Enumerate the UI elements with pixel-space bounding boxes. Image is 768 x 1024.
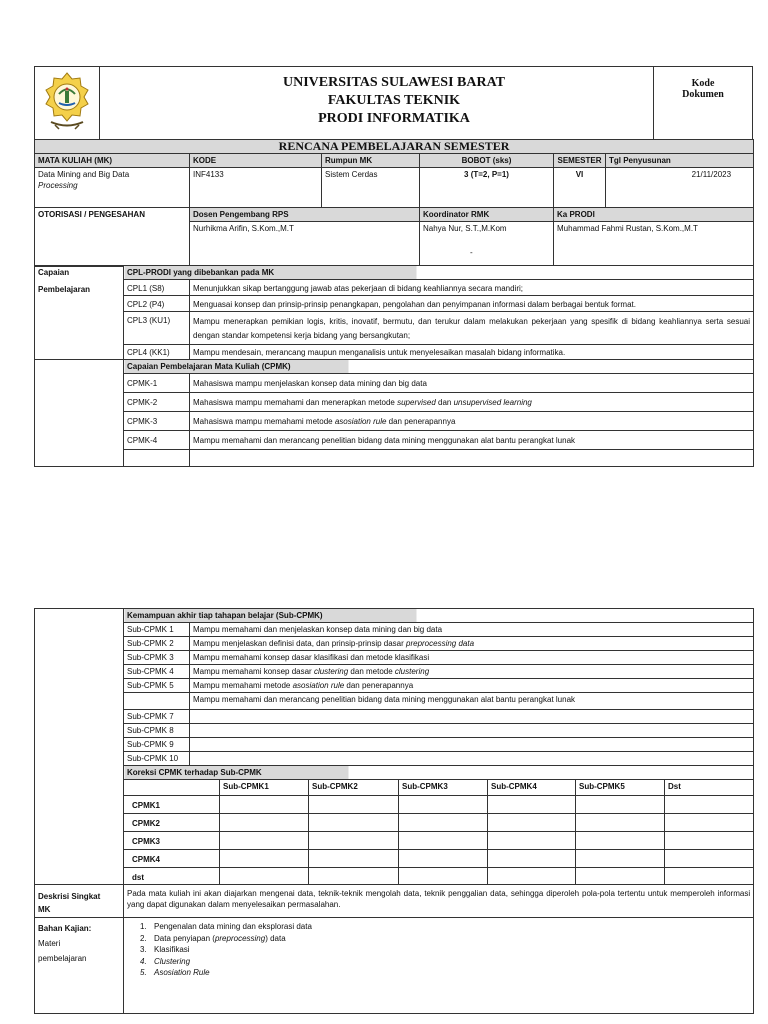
- cpmk-text: [190, 412, 754, 431]
- subcpmk-text-italic: clustering: [313, 667, 349, 676]
- subcpmk-code: [124, 693, 190, 710]
- list-item: [140, 956, 750, 968]
- course-semester: VI: [554, 168, 606, 208]
- course-bobot: 3 (T=2, P=1): [420, 168, 554, 208]
- cpmk-text-italic: supervised: [397, 398, 436, 407]
- auth-koord-name: Nahya Nur, S.T.,M.Kom: [423, 224, 507, 233]
- table-row: [35, 623, 754, 637]
- list-text: ) data: [265, 933, 286, 943]
- auth-head-koord: Koordinator RMK: [420, 208, 554, 222]
- table-row: [35, 665, 754, 679]
- matrix-col-head: Sub-CPMK4: [488, 780, 576, 796]
- course-name: [35, 168, 190, 208]
- subcpmk-text-part: Mampu memahami konsep dasar: [193, 667, 314, 676]
- matrix-row-head: dst: [124, 868, 220, 885]
- program-name: PRODI INFORMATIKA: [318, 111, 470, 126]
- subcpmk-text-part: dan metode: [348, 667, 395, 676]
- subcpmk-code: Sub-CPMK 7: [124, 710, 190, 724]
- subcpmk-text: [190, 665, 754, 679]
- university-logo: [35, 67, 100, 139]
- cpl-text: Mampu mendesain, merancang maupun menganalisis untuk menyelesaikan masalah bidang informatika.: [190, 345, 754, 360]
- auth-head-dosen: Dosen Pengembang RPS: [190, 208, 420, 222]
- list-text: Pengenalan data mining dan eksplorasi data: [154, 922, 312, 931]
- faculty-name: FAKULTAS TEKNIK: [327, 93, 461, 108]
- table-row: [35, 796, 754, 814]
- matrix-row-head: CPMK1: [124, 796, 220, 814]
- cpmk-code: CPMK-2: [124, 393, 190, 412]
- doc-code-label: Kode: [691, 78, 715, 89]
- list-num: 4.: [140, 956, 147, 966]
- cpmk-text: Mampu memahami dan merancang penelitian bidang data mining menggunakan alat bantu perangkat lunak: [190, 431, 754, 450]
- list-text-italic: preprocessing: [214, 933, 266, 943]
- table-row: [35, 814, 754, 832]
- table-row: [35, 312, 754, 345]
- course-name-line1: Data Mining and Big Data: [38, 170, 130, 179]
- subcpmk-text: Mampu memahami konsep dasar klasifikasi dan metode klasifikasi: [190, 651, 754, 665]
- auth-dosen: Nurhikma Arifin, S.Kom.,M.T: [190, 222, 420, 267]
- subcpmk-code: Sub-CPMK 5: [124, 679, 190, 693]
- cpmk-text: [190, 393, 754, 412]
- university-name: UNIVERSITAS SULAWESI BARAT: [283, 75, 505, 90]
- list-item: [140, 933, 750, 945]
- bahan-list: [124, 918, 754, 1014]
- subcpmk-text: [190, 637, 754, 651]
- list-num: 2.: [140, 933, 147, 943]
- cpmk-code: CPMK-1: [124, 374, 190, 393]
- subcpmk-text-part: Mampu menjelaskan definisi data, dan prinsip-prinsip dasar: [193, 639, 406, 648]
- table-row: [35, 637, 754, 651]
- cpmk-text-part: Mahasiswa mampu memahami metode: [193, 417, 335, 426]
- table-row: [35, 693, 754, 710]
- bahan-label-line1: Bahan Kajian:: [38, 924, 92, 933]
- table-row: [35, 752, 754, 766]
- subcpmk-text: [190, 752, 754, 766]
- subcpmk-text-italic: clustering: [394, 667, 430, 676]
- subcpmk-code: Sub-CPMK 3: [124, 651, 190, 665]
- cpmk-text: Mahasiswa mampu menjelaskan konsep data mining dan big data: [190, 374, 754, 393]
- subcpmk-text: [190, 724, 754, 738]
- bahan-label-line3: pembelajaran: [38, 954, 87, 963]
- bahan-label: [35, 918, 124, 1014]
- cpmk-text-part: dan penerapannya: [386, 417, 456, 426]
- list-text-italic: Clustering: [154, 956, 191, 966]
- subcpmk-code: Sub-CPMK 9: [124, 738, 190, 752]
- subcpmk-text: Mampu memahami dan merancang penelitian bidang data mining menggunakan alat bantu perangkat lunak: [190, 693, 754, 710]
- cpmk-heading: Capaian Pembelajaran Mata Kuliah (CPMK): [124, 360, 754, 374]
- table-row: [35, 345, 754, 360]
- subcpmk-text: [190, 738, 754, 752]
- matrix-heading: Koreksi CPMK terhadap Sub-CPMK: [124, 766, 754, 780]
- table-row: [35, 431, 754, 450]
- table-row: [35, 393, 754, 412]
- rps-table-top: [34, 139, 754, 267]
- cpl-label-line2: Pembelajaran: [38, 285, 91, 294]
- subcpmk-text: [190, 710, 754, 724]
- deskripsi-label-line1: Deskrisi Singkat: [38, 892, 101, 901]
- list-text: Data penyiapan (: [154, 933, 215, 943]
- cpmk-code: CPMK-4: [124, 431, 190, 450]
- list-item: [140, 967, 750, 979]
- cpl-table: [34, 265, 754, 467]
- auth-koord-sign: -: [470, 248, 473, 257]
- matrix-col-head: Sub-CPMK3: [399, 780, 488, 796]
- course-tgl: 21/11/2023: [606, 168, 754, 208]
- table-row: [35, 651, 754, 665]
- table-row: [35, 868, 754, 885]
- matrix-col-head: Sub-CPMK1: [220, 780, 309, 796]
- doc-code-label-2: Dokumen: [682, 89, 724, 100]
- cpmk-code: CPMK-3: [124, 412, 190, 431]
- cpl-text: Menunjukkan sikap bertanggung jawab atas pekerjaan di bidang keahliannya secara mandiri;: [190, 280, 754, 296]
- cpmk-text-italic: unsupervised learning: [453, 398, 532, 407]
- cpl-code: CPL3 (KU1): [124, 312, 190, 345]
- subcpmk-text: [190, 679, 754, 693]
- cpl-heading: CPL-PRODI yang dibebankan pada MK: [124, 266, 754, 280]
- auth-koord: [420, 222, 554, 267]
- cpl-code: CPL1 (S8): [124, 280, 190, 296]
- matrix-col-head: Sub-CPMK2: [309, 780, 399, 796]
- list-text: Klasifikasi: [154, 945, 190, 954]
- university-seal-icon: [35, 67, 99, 139]
- header-title: [99, 67, 689, 139]
- matrix-col-head: Dst: [665, 780, 754, 796]
- col-head-semester: SEMESTER: [554, 154, 606, 168]
- col-head-rumpun: Rumpun MK: [322, 154, 420, 168]
- list-num: 5.: [140, 968, 147, 977]
- doc-code-cell: [653, 67, 752, 139]
- subcpmk-code: Sub-CPMK 2: [124, 637, 190, 651]
- cpl-text: Menguasai konsep dan prinsip-prinsip penangkapan, pengolahan dan penyimpanan informasi dalam berbagai bentuk format.: [190, 296, 754, 312]
- cpmk-label-blank: [35, 360, 124, 467]
- cpmk-text-part: dan: [435, 398, 454, 407]
- cpl-code: CPL4 (KK1): [124, 345, 190, 360]
- subcpmk-label-blank: [35, 609, 124, 885]
- cpl-label-line1: Capaian: [38, 268, 70, 277]
- auth-head-kaprodi: Ka PRODI: [554, 208, 754, 222]
- deskripsi-label: [35, 885, 124, 918]
- bahan-label-line2: Materi: [38, 939, 61, 948]
- col-head-kode: KODE: [190, 154, 322, 168]
- subcpmk-text-part: dan penerapannya: [344, 681, 414, 690]
- list-item: [140, 944, 750, 956]
- matrix-corner: [124, 780, 220, 796]
- table-row: [35, 724, 754, 738]
- deskripsi-text: Pada mata kuliah ini akan diajarkan mengenai data, teknik-teknik mengolah data, teknik penggalian data, sehingga diperoleh pola-pola tertentu untuk memperoleh informasi yang dapat digunakan dalam menyelesaikan permasalahan.: [124, 885, 754, 918]
- subcpmk-text: Mampu memahami dan menjelaskan konsep data mining dan big data: [190, 623, 754, 637]
- subcpmk-heading: Kemampuan akhir tiap tahapan belajar (Sub-CPMK): [124, 609, 754, 623]
- table-row: [35, 296, 754, 312]
- auth-label: OTORISASI / PENGESAHAN: [35, 208, 190, 267]
- subcpmk-code: Sub-CPMK 10: [124, 752, 190, 766]
- subcpmk-text-part: Mampu memahami metode: [193, 681, 293, 690]
- table-row: [35, 679, 754, 693]
- table-row: [35, 832, 754, 850]
- col-head-bobot: BOBOT (sks): [420, 154, 554, 168]
- subcpmk-text-italic: asosiation rule: [292, 681, 345, 690]
- matrix-row-head: CPMK2: [124, 814, 220, 832]
- list-item: [140, 921, 750, 933]
- list-text-italic: Asosiation Rule: [154, 968, 210, 977]
- table-row: [35, 374, 754, 393]
- deskripsi-label-line2: MK: [38, 905, 51, 914]
- col-head-tgl: Tgl Penyusunan: [606, 154, 754, 168]
- list-num: 3.: [140, 945, 147, 954]
- cpmk-text-part: Mahasiswa mampu memahami dan menerapkan metode: [193, 398, 398, 407]
- cpmk-code: [124, 450, 190, 467]
- subcpmk-text-italic: preprocessing data: [406, 639, 475, 648]
- subcpmk-code: Sub-CPMK 1: [124, 623, 190, 637]
- matrix-row-head: CPMK3: [124, 832, 220, 850]
- subcpmk-table: [34, 608, 754, 1014]
- course-rumpun: Sistem Cerdas: [322, 168, 420, 208]
- table-row: [35, 850, 754, 868]
- doc-title: RENCANA PEMBELAJARAN SEMESTER: [35, 140, 754, 154]
- course-name-line2: Processing: [38, 181, 78, 190]
- table-row: [35, 738, 754, 752]
- auth-kaprodi: Muhammad Fahmi Rustan, S.Kom.,M.T: [554, 222, 754, 267]
- cpl-text: Mampu menerapkan pemikian logis, kritis, inovatif, bermutu, dan terukur dalam melakukan pekerjaan yang spesifik di bidang keahliannya serta sesuai dengan standar kompetensi kerja bidang yang bersangkutan;: [190, 312, 754, 345]
- cpl-label: [35, 266, 124, 360]
- matrix-col-head: Sub-CPMK5: [576, 780, 665, 796]
- document-header: [34, 66, 753, 140]
- course-kode: INF4133: [190, 168, 322, 208]
- table-row: [35, 412, 754, 431]
- table-row: [35, 710, 754, 724]
- subcpmk-code: Sub-CPMK 8: [124, 724, 190, 738]
- subcpmk-code: Sub-CPMK 4: [124, 665, 190, 679]
- col-head-mk: MATA KULIAH (MK): [35, 154, 190, 168]
- cpmk-text-italic: asosiation rule: [334, 417, 387, 426]
- list-num: 1.: [140, 922, 147, 931]
- table-row: [35, 280, 754, 296]
- matrix-row-head: CPMK4: [124, 850, 220, 868]
- cpmk-text: [190, 450, 754, 467]
- cpl-code: CPL2 (P4): [124, 296, 190, 312]
